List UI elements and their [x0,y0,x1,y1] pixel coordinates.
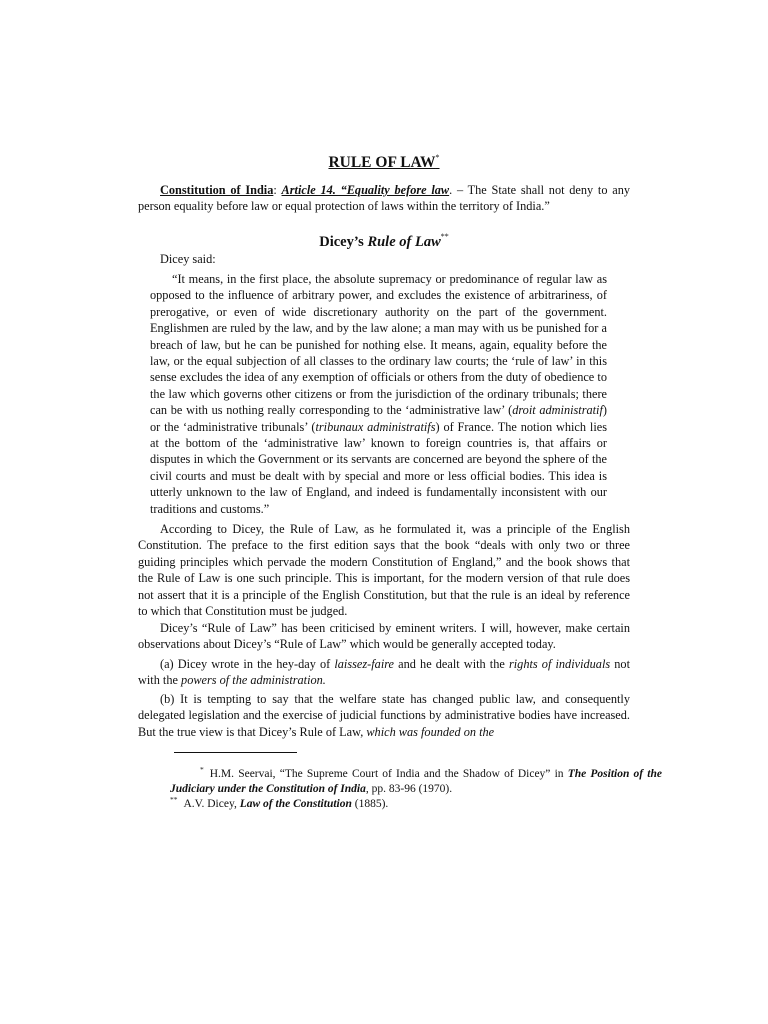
intro-label: Constitution of India [160,183,274,197]
quote-intro: Dicey said: [160,252,216,266]
paragraph-2: Dicey’s “Rule of Law” has been criticised by eminent writers. I will, however, make certain observations about Dicey’s “Rule of Law” which would be generally accepted today. [138,621,630,652]
heading-footnote-mark: ** [440,232,449,241]
paragraph-1: According to Dicey, the Rule of Law, as he formulated it, was a principle of the English Constitution. The preface to the first edition says that the book “deals with only two or three guiding principles which pervade the modern Constitution of England,” and the book shows that the Rule of Law is one such principle. This is important, for the modern version of that rule does not assert that it is a principle of the English Constitution, but that the rule is an ideal by reference to which that Constitution must be judged. [138,522,630,619]
footnote-2: ** A.V. Dicey, Law of the Constitution (1885). [170,795,389,810]
constitution-intro: Constitution of India: Article 14. “Equality before law. – The State shall not deny to any person equality before law or equal protection of laws within the territory of India.” [138,183,630,214]
paragraph-4: (b) It is tempting to say that the welfare state has changed public law, and consequently delegated legislation and the exercise of judicial functions by administrative bodies have increased. But the true view is that Dicey’s Rule of Law, which was founded on the [138,692,630,739]
title-footnote-mark: * [435,153,440,162]
footnote-divider [174,752,297,753]
article-reference: Article 14. “Equality before law [281,183,450,197]
dicey-quote: “It means, in the first place, the absolute supremacy or predominance of regular law as opposed to the influence of arbitrary power, and excludes the existence of arbitrariness, of prerogative, or even of wide discretionary authority on the part of the government. Englishmen are ruled by the law, and by the law alone; a man may with us be punished for a breach of law, but he can be punished for nothing else. It means, again, equality before the law, or the equal subjection of all classes to the ordinary law courts; the ‘rule of law’ in this sense excludes the idea of any exemption of officials or others from the duty of obedience to the law which governs other citizens or from the jurisdiction of the ordinary tribunals; there can be with us nothing really corresponding to the ‘administrative law’ (droit administratif) or the ‘administrative tribunals’ (tribunaux administratifs) of France. The notion which lies at the bottom of the ‘administrative law’ known to foreign countries is, that affairs or disputes in which the Government or its servants are concerned are beyond the sphere of the civil courts and must be dealt with by special and more or less official bodies. This idea is utterly unknown to the law of England, and indeed is fundamentally inconsistent with our traditions and customs.” [150,272,608,516]
page-title: RULE OF LAW* [328,153,440,171]
paragraph-3: (a) Dicey wrote in the hey-day of laissez-faire and he dealt with the rights of individuals not with the powers of the administration. [138,657,630,688]
section-heading: Dicey’s Rule of Law** [319,232,449,250]
footnote-1: * H.M. Seervai, “The Supreme Court of India and the Shadow of Dicey” in The Position of the Judiciary under the Constitution of India, pp. 83-96 (1970). [170,765,663,795]
